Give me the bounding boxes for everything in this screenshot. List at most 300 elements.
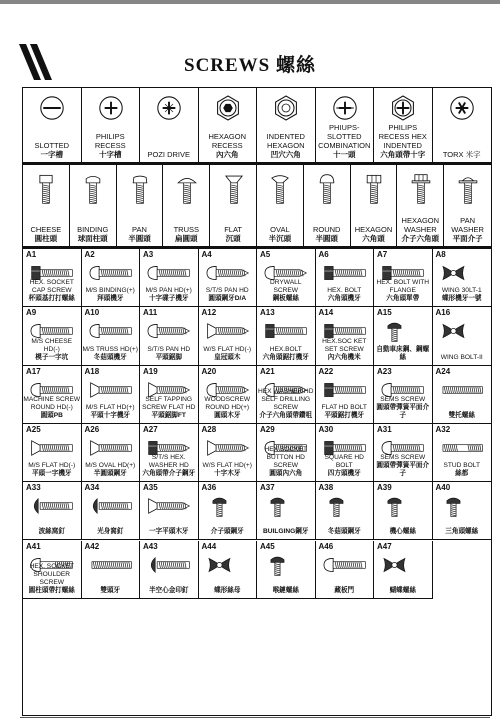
label-en: HEX.BOLT	[269, 345, 302, 353]
bottom-rule	[20, 717, 490, 718]
product-code: A34	[84, 483, 100, 493]
label-zh: 內六角	[216, 150, 239, 159]
label-zh: 圓頭木牙	[214, 411, 241, 419]
product-cell	[199, 366, 258, 424]
label-zh: 十一頭	[333, 150, 356, 159]
product-label	[257, 587, 315, 595]
product-cell	[374, 541, 433, 599]
product-code: A47	[377, 541, 392, 551]
product-code: A45	[260, 541, 275, 551]
product-code: A18	[84, 366, 100, 376]
product-label	[199, 528, 257, 536]
label-zh: 六角頭單帶	[386, 295, 420, 303]
label-zh: 六角頭機牙	[327, 295, 361, 303]
semi-tubular-rivet-icon	[146, 554, 192, 576]
triangle-head-screw-icon	[439, 495, 485, 517]
head-shape-cell	[351, 165, 398, 247]
head-type-label	[257, 132, 315, 159]
label-zh: 雙頭牙	[100, 586, 121, 594]
head-shape-label	[444, 216, 491, 243]
truss-head-screw-icon	[172, 169, 202, 209]
label-en: FLAT HD BOLT	[321, 403, 367, 411]
pop-rivet-icon	[29, 495, 75, 517]
product-cell	[257, 249, 316, 307]
philips-recess-hex-indented-head-icon	[385, 92, 421, 124]
product-cell	[23, 366, 82, 424]
product-label	[316, 528, 374, 536]
product-label	[23, 563, 81, 595]
label-en: SQUARE HD BOLT	[324, 454, 364, 470]
stud-bolt-icon	[439, 437, 485, 459]
label-en: S/T/S PAN HD	[147, 345, 191, 353]
label-en: SELF TAPPING SCREW FLAT HD	[142, 395, 196, 411]
head-shape-label	[70, 225, 116, 243]
flat-wood-screw-icon	[205, 437, 251, 459]
product-label	[316, 454, 374, 478]
label-en: DRYWALL SCREW	[269, 279, 302, 295]
head-shape-label	[257, 225, 303, 243]
label-zh: 光身窩釘	[97, 528, 124, 536]
chain-screw-icon	[263, 554, 309, 576]
label-zh: 半圓頭	[315, 234, 338, 243]
hex-bolt-icon	[263, 320, 309, 342]
product-cell	[257, 541, 316, 599]
label-zh: 冬菇頭鋼牙	[327, 528, 361, 536]
screw-catalog-grid	[22, 248, 492, 716]
head-type-label	[316, 123, 374, 159]
product-label	[316, 338, 374, 362]
philips-recess-head-icon	[93, 92, 129, 124]
label-en: SEMS SCREW	[380, 454, 426, 462]
product-code: A26	[84, 424, 100, 434]
product-code: A13	[260, 308, 275, 318]
label-en: TORX 米字	[442, 150, 481, 159]
label-en: FLAT	[224, 225, 242, 234]
label-zh: 鋼板螺絲	[272, 295, 299, 303]
label-en: PHILIPS RECESS	[94, 132, 126, 150]
label-en: INDENTED HEXAGON	[266, 132, 305, 150]
label-en: POZI DRIVE	[147, 150, 190, 159]
product-code: A22	[318, 366, 334, 376]
plain-rivet-icon	[88, 495, 134, 517]
product-label	[374, 454, 432, 478]
head-shape-cell	[257, 165, 304, 247]
head-shapes-table	[22, 164, 492, 248]
product-label	[316, 287, 374, 303]
washer-head-tapping-screw-icon	[205, 495, 251, 517]
product-label	[140, 346, 198, 362]
lathe-screw-icon	[380, 320, 426, 342]
pan-washer-head-screw-icon	[453, 169, 483, 209]
product-cell	[82, 307, 141, 365]
label-zh: 喉鏈螺絲	[272, 586, 299, 594]
label-en: M/S FLAT HD(+)	[85, 403, 135, 411]
head-shape-cell	[70, 165, 117, 247]
label-en: STUD BOLT	[443, 462, 480, 470]
product-label	[433, 528, 492, 536]
product-cell	[23, 307, 82, 365]
product-cell	[140, 482, 199, 540]
binding-machine-screw-icon	[88, 262, 134, 284]
head-type-cell	[82, 88, 141, 163]
oval-head-screw-icon	[265, 169, 295, 209]
double-thread-screw-icon	[88, 554, 134, 576]
product-label	[374, 396, 432, 420]
product-code: A35	[143, 483, 158, 493]
product-cell	[316, 424, 375, 482]
head-type-cell	[374, 88, 433, 163]
head-type-cell	[316, 88, 375, 163]
product-code: A6	[318, 250, 329, 259]
label-zh: 沉頭	[225, 234, 241, 243]
product-label	[433, 462, 492, 478]
torx-head-icon	[444, 92, 480, 124]
label-en: M/S CHEESE HD(-)	[31, 337, 73, 353]
product-label	[82, 287, 140, 303]
product-label	[199, 346, 257, 362]
label-en: BINDING	[77, 225, 109, 234]
hexagon-washer-head-screw-icon	[406, 169, 436, 209]
round-head-screw-icon	[312, 169, 342, 209]
product-code: A2	[84, 250, 95, 259]
pan-machine-screw-icon	[146, 262, 192, 284]
product-code: A5	[260, 250, 271, 259]
head-type-label	[140, 150, 198, 159]
product-label	[140, 396, 198, 420]
product-label	[23, 279, 81, 303]
wing-bolt-icon	[439, 262, 485, 284]
label-en: HEX SOCKET BUTTON HD SCREW	[264, 446, 307, 470]
label-zh: 凹穴六角	[270, 150, 301, 159]
product-label	[23, 462, 81, 478]
product-code: A40	[435, 483, 451, 493]
label-en: HEX.SOC KET SET SCREW	[322, 337, 367, 353]
product-label	[374, 528, 432, 536]
product-code: A42	[84, 541, 100, 551]
product-cell	[82, 482, 141, 540]
wing-bolt-icon	[439, 320, 485, 342]
head-shape-cell	[210, 165, 257, 247]
label-zh: 球面柱頭	[77, 234, 108, 243]
product-label	[316, 404, 374, 420]
head-shape-cell	[117, 165, 164, 247]
flat-machine-screw-icon	[29, 437, 75, 459]
label-en: SEMS SCREW	[380, 395, 426, 403]
pan-head-screw-icon	[125, 169, 155, 209]
label-zh: 蝶形絲母	[214, 586, 241, 594]
philips-slotted-combination-head-icon	[327, 92, 363, 124]
label-zh: 十字木牙	[214, 470, 241, 478]
product-cell	[433, 307, 492, 365]
product-label	[23, 528, 81, 536]
label-en: M/S TRUSS HD(+)	[82, 345, 138, 353]
label-zh: 絲都	[455, 470, 469, 478]
head-shape-label	[304, 225, 350, 243]
label-zh: 四方頭機牙	[327, 470, 361, 478]
pozi-drive-head-icon	[151, 92, 187, 124]
product-cell	[199, 482, 258, 540]
product-label	[257, 346, 315, 362]
product-label	[199, 462, 257, 478]
product-cell	[82, 249, 141, 307]
product-cell	[257, 482, 316, 540]
product-code: A32	[435, 424, 451, 434]
product-label	[257, 279, 315, 303]
binding-head-screw-icon	[78, 169, 108, 209]
label-en: HEX. SOCKET SHOULDER SCREW	[29, 562, 74, 586]
hexagon-recess-head-icon	[210, 92, 246, 124]
product-code: A31	[377, 424, 392, 434]
product-cell	[140, 249, 199, 307]
label-en: HEX WASHER HD SELF DRILLING SCREW	[258, 387, 314, 411]
head-type-label	[199, 132, 257, 159]
product-cell	[316, 482, 375, 540]
label-zh: 介子頭鋼牙	[210, 528, 244, 536]
head-type-label	[433, 150, 492, 159]
butterfly-screw-icon	[380, 554, 426, 576]
product-label	[82, 404, 140, 420]
product-code: A29	[260, 424, 275, 434]
page-title: SCREWS 螺絲	[184, 55, 316, 76]
product-cell	[316, 366, 375, 424]
product-code: A9	[26, 308, 37, 318]
product-cell	[374, 424, 433, 482]
hexagon-head-screw-icon	[359, 169, 389, 209]
label-en: HEXAGON RECESS	[208, 132, 246, 150]
label-zh: 平頭十字機牙	[90, 411, 131, 419]
label-en: M/S PAN HD(+)	[145, 287, 192, 295]
product-label	[140, 587, 198, 595]
label-zh: 圓頭PB	[40, 411, 63, 419]
product-cell	[199, 541, 258, 599]
hex-bolt-icon	[322, 262, 368, 284]
label-zh: 自動車床鋼、鋼螺絲	[376, 345, 430, 361]
label-en: MACHINE SCREW ROUND HD(-)	[23, 395, 81, 411]
product-cell	[316, 541, 375, 599]
label-en: HEX. SOCKET CAP SCREW	[29, 279, 74, 295]
movement-screw-icon	[380, 495, 426, 517]
product-code: A41	[26, 541, 41, 551]
label-en: S/T/S PAN HD	[205, 287, 249, 295]
label-zh: 扁圓頭	[175, 234, 198, 243]
product-code: A24	[435, 366, 451, 376]
flat-head-bolt-icon	[322, 379, 368, 401]
product-cell	[374, 249, 433, 307]
product-code: A21	[260, 366, 275, 376]
label-zh: 十字碟子機牙	[148, 295, 189, 303]
cheese-head-screw-icon	[31, 169, 61, 209]
product-cell	[23, 424, 82, 482]
head-shape-cell	[304, 165, 351, 247]
product-code: A15	[377, 308, 392, 318]
product-code: A43	[143, 541, 158, 551]
label-en: WING 30LT-1	[441, 287, 482, 295]
label-en: S/T/S HEX. WASHER HD	[148, 454, 189, 470]
product-code: A30	[318, 424, 334, 434]
label-zh: 雙托螺絲	[448, 411, 475, 419]
product-label	[140, 454, 198, 478]
label-zh: 平頭鋸脚FT	[151, 411, 186, 419]
product-label	[199, 396, 257, 420]
product-label	[257, 528, 315, 536]
label-zh: 六角頭鋸打機牙	[262, 353, 309, 361]
product-code: A16	[435, 308, 451, 318]
product-code: A39	[377, 483, 392, 493]
head-type-cell	[433, 88, 492, 163]
label-zh: 一字槽	[40, 150, 63, 159]
product-label	[374, 587, 432, 595]
head-shape-cell	[163, 165, 210, 247]
double-end-screw-icon	[439, 379, 485, 401]
label-zh: 杯頭基打打螺絲	[28, 295, 75, 303]
label-en: TRUSS	[173, 225, 199, 234]
product-label	[199, 287, 257, 303]
label-en: PAN	[132, 225, 147, 234]
head-type-cell	[257, 88, 316, 163]
product-code: A11	[143, 308, 158, 318]
label-zh: 平面介子	[452, 234, 483, 243]
label-en: M/S FLAT HD(-)	[28, 462, 76, 470]
label-zh: 皇冠頭木	[214, 353, 241, 361]
label-en: M/S BINDING(+)	[85, 287, 135, 295]
product-code: A4	[201, 250, 212, 259]
product-label	[433, 412, 492, 420]
label-en: M/S OVAL HD(+)	[85, 462, 136, 470]
product-cell	[82, 366, 141, 424]
label-zh: 圓頭帶彈簧平面介子	[376, 403, 430, 419]
flat-wood-screw-icon	[205, 320, 251, 342]
self-tapping-pan-screw-icon	[205, 262, 251, 284]
head-type-label	[374, 123, 432, 159]
label-en: SLOTTED	[34, 141, 70, 150]
label-zh: 機心螺絲	[389, 528, 416, 536]
label-en: W/S FLAT HD(+)	[202, 462, 252, 470]
product-cell	[433, 424, 492, 482]
head-type-label	[82, 132, 140, 159]
product-label	[82, 528, 140, 536]
head-shape-cell	[23, 165, 70, 247]
head-type-cell	[199, 88, 258, 163]
product-cell	[257, 366, 316, 424]
product-code: A28	[201, 424, 217, 434]
product-label	[82, 346, 140, 362]
label-en: ROUND	[312, 225, 341, 234]
self-tapping-pan-screw-icon	[146, 320, 192, 342]
product-code: A33	[26, 483, 41, 493]
product-code: A23	[377, 366, 392, 376]
indented-hexagon-head-icon	[268, 92, 304, 124]
building-screw-icon	[263, 495, 309, 517]
label-zh: 圓柱頭帶打螺絲	[28, 586, 75, 594]
label-en: W/S FLAT HD(-)	[203, 345, 252, 353]
product-cell	[199, 424, 258, 482]
head-shape-label	[351, 225, 397, 243]
label-en: HEX. BOLT WITH FLANGE	[376, 279, 429, 295]
product-code: A27	[143, 424, 158, 434]
product-cell	[257, 424, 316, 482]
product-cell	[23, 249, 82, 307]
label-en: PHIUPS-SLOTTED COMBINATION	[318, 123, 371, 150]
label-zh: 波絲窩釘	[38, 528, 65, 536]
product-cell	[374, 307, 433, 365]
label-zh: 圓柱頭	[34, 234, 58, 243]
label-zh: 蝴蝶螺絲	[389, 586, 416, 594]
product-code: A38	[318, 483, 334, 493]
product-cell	[82, 424, 141, 482]
head-shape-cell	[397, 165, 444, 247]
head-shape-label	[210, 225, 256, 243]
product-cell	[140, 541, 199, 599]
product-code: A12	[201, 308, 217, 318]
label-zh: 平頭鋸打機牙	[324, 411, 365, 419]
slotted-head-icon	[34, 92, 70, 124]
product-cell	[433, 482, 492, 540]
label-en: WOODSCREW ROUND HD(+)	[204, 395, 251, 411]
label-en: OVAL	[270, 225, 290, 234]
top-rule	[0, 0, 500, 4]
product-label	[23, 338, 81, 362]
label-zh: BUILGING鋼牙	[263, 528, 309, 536]
door-pin-icon	[322, 554, 368, 576]
product-label	[140, 287, 198, 303]
label-zh: 冬菇頭機牙	[93, 353, 127, 361]
product-cell	[316, 249, 375, 307]
label-zh: 蝶形機牙一號	[441, 295, 482, 303]
label-zh: 六角頭帶十字	[380, 150, 426, 159]
label-zh: 介子六角頭帶鑽咀	[259, 411, 313, 419]
label-zh: 六角頭帶介子鋼牙	[142, 470, 196, 478]
label-en: WING BOLT-II	[440, 353, 483, 361]
product-cell	[316, 307, 375, 365]
product-cell	[374, 482, 433, 540]
product-label	[316, 587, 374, 595]
product-cell	[140, 307, 199, 365]
label-en: HEXAGON	[354, 225, 393, 234]
oval-machine-screw-icon	[88, 437, 134, 459]
product-cell	[374, 366, 433, 424]
product-label	[23, 396, 81, 420]
product-code: A20	[201, 366, 217, 376]
label-zh: 半沉頭	[268, 234, 292, 243]
product-code: A3	[143, 250, 154, 259]
label-zh: 藏板門	[334, 586, 355, 594]
product-label	[199, 587, 257, 595]
product-label	[140, 528, 198, 536]
product-cell	[257, 307, 316, 365]
label-zh: 模子一字坑	[35, 353, 69, 361]
head-type-cell	[140, 88, 199, 163]
flat-head-screw-icon	[219, 169, 249, 209]
head-shape-label	[397, 216, 443, 243]
head-type-cell	[23, 88, 82, 163]
product-cell	[199, 249, 258, 307]
product-label	[374, 346, 432, 362]
product-label	[82, 587, 140, 595]
label-zh: 半空心金印釘	[148, 586, 189, 594]
product-cell	[140, 424, 199, 482]
label-zh: 圓頭帶彈簧平面介子	[376, 462, 430, 478]
slotted-flat-wood-screw-icon	[146, 495, 192, 517]
head-shape-label	[23, 225, 69, 243]
truss-machine-screw-icon	[88, 320, 134, 342]
head-shape-label	[117, 225, 163, 243]
product-cell	[199, 307, 258, 365]
product-code: A7	[377, 250, 388, 259]
product-code: A1	[26, 250, 37, 259]
product-code: A10	[84, 308, 100, 318]
wing-nut-icon	[205, 554, 251, 576]
label-zh: 拜頭機牙	[97, 295, 124, 303]
